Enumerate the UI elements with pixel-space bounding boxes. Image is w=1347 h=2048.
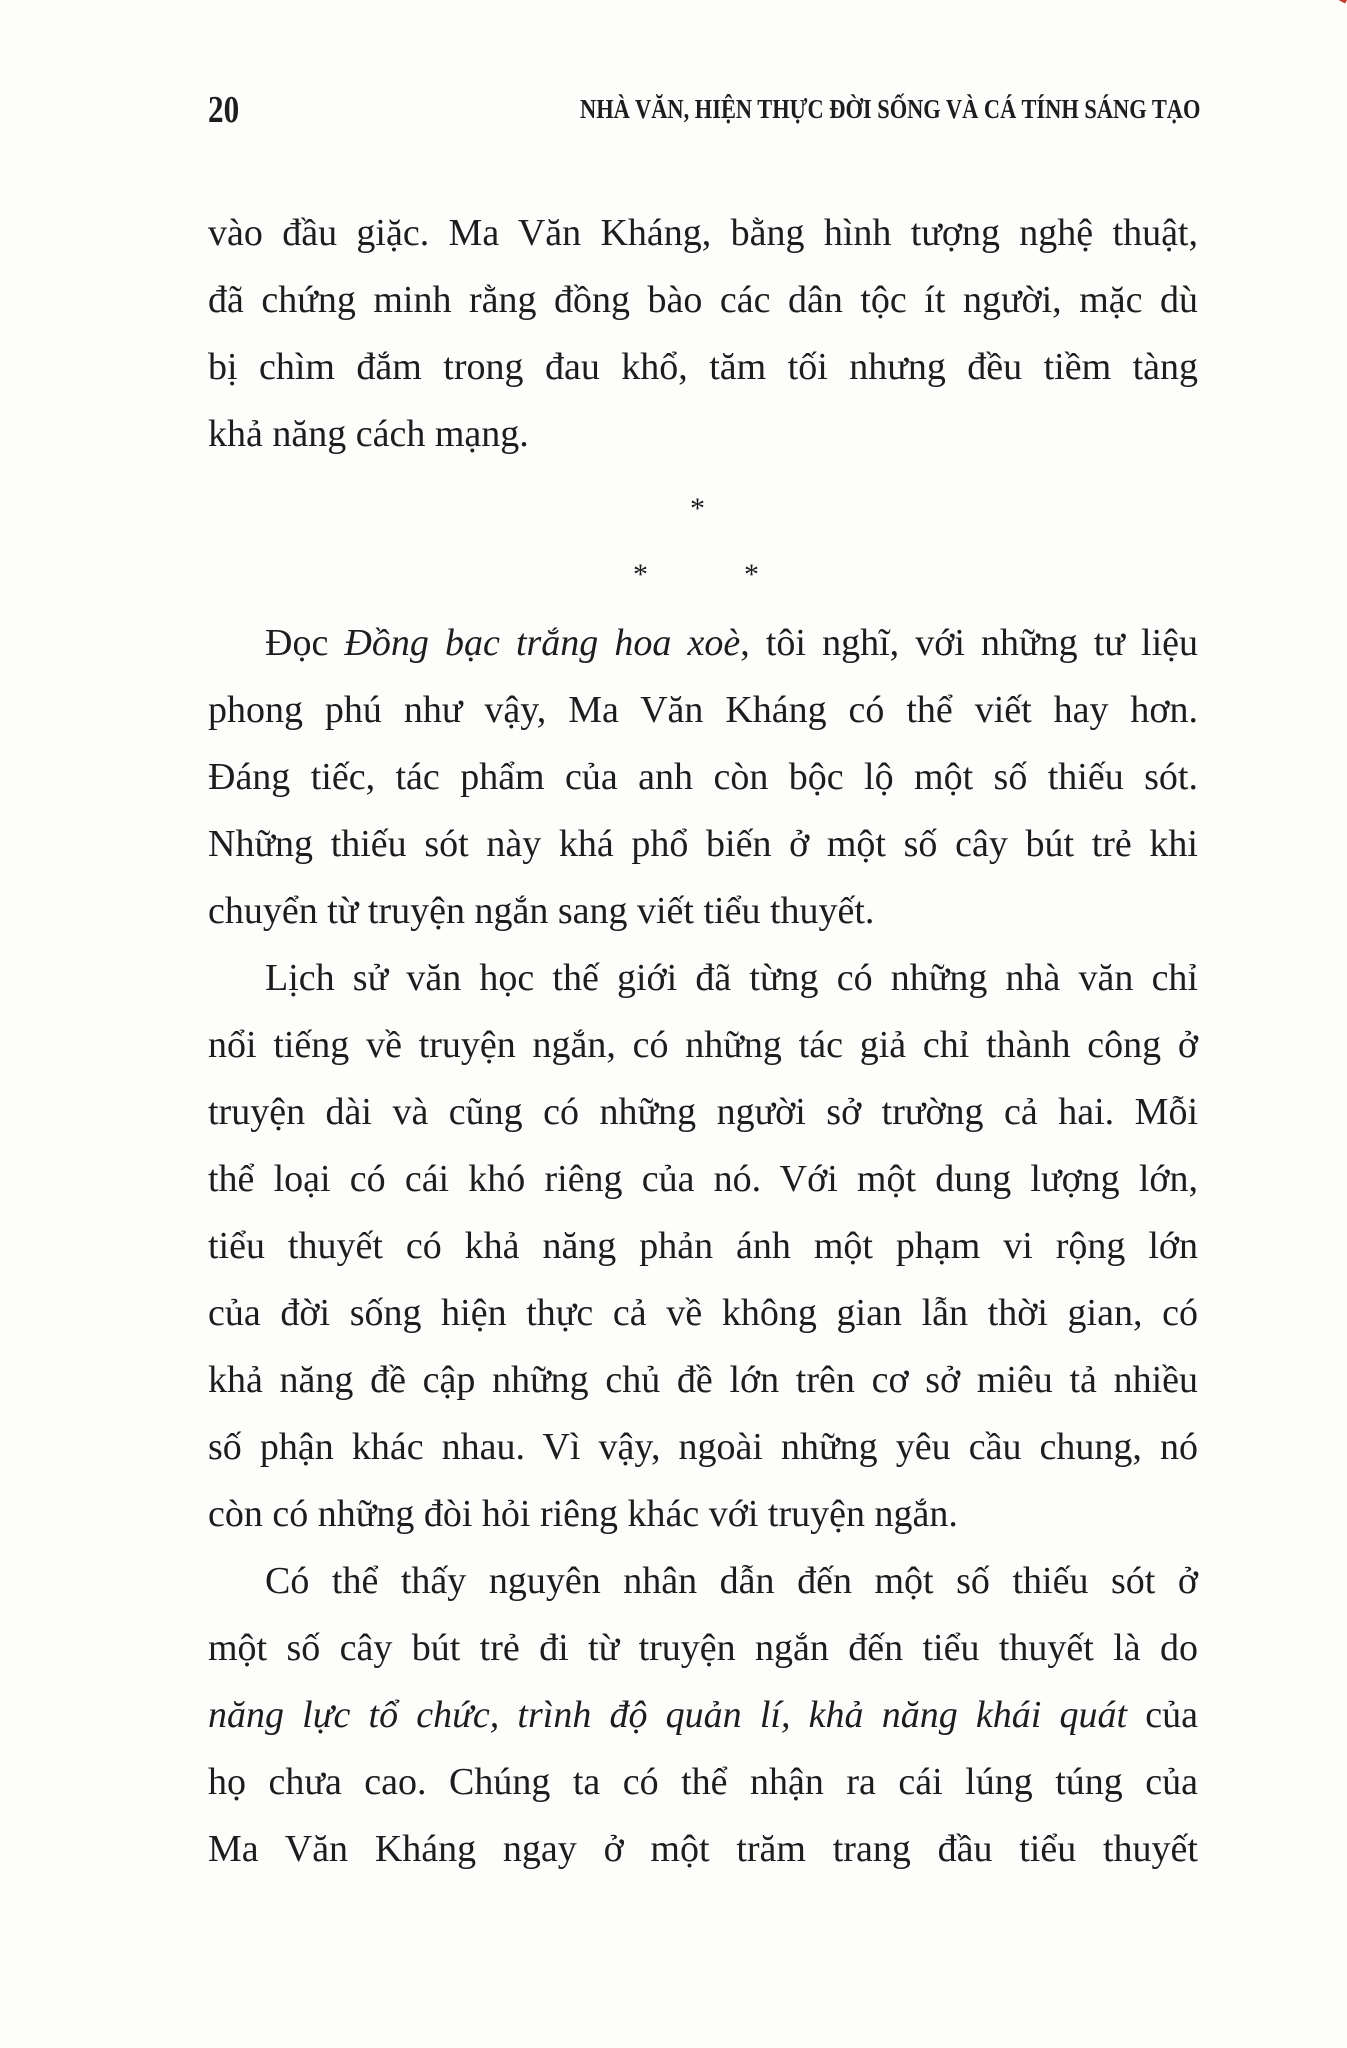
text-line: họ chưa cao. Chúng ta có thể nhận ra cái lúng túng của	[208, 1761, 1198, 1803]
text-line: truyện dài và cũng có những người sở trường cả hai. Mỗi	[208, 1091, 1198, 1133]
text-line: phong phú như vậy, Ma Văn Kháng có thể viết hay hơn.	[208, 689, 1198, 731]
scan-corner-mark	[1326, 0, 1347, 4]
paragraph	[208, 945, 1198, 1548]
text-segment: của	[1127, 1694, 1199, 1736]
emphasis-text: năng lực tổ chức, trình độ quản lí, khả năng khái quát	[208, 1694, 1128, 1736]
text-line: còn có những đòi hỏi riêng khác với truyện ngắn.	[208, 1493, 958, 1535]
text-line: vào đầu giặc. Ma Văn Kháng, bằng hình tượng nghệ thuật,	[208, 212, 1198, 254]
text-line: Ma Văn Kháng ngay ở một trăm trang đầu tiểu thuyết	[208, 1828, 1198, 1870]
text-line: số phận khác nhau. Vì vậy, ngoài những yêu cầu chung, nó	[208, 1426, 1198, 1468]
text-line: Đáng tiếc, tác phẩm của anh còn bộc lộ một số thiếu sót.	[208, 756, 1198, 798]
section-separator-star: *	[633, 558, 648, 591]
page-number: 20	[208, 89, 240, 131]
text-line	[208, 610, 1198, 677]
text-line: Lịch sử văn học thế giới đã từng có những nhà văn chỉ	[265, 957, 1198, 999]
text-line: Những thiếu sót này khá phổ biến ở một số cây bút trẻ khi	[208, 823, 1198, 865]
main-text	[208, 610, 1198, 1883]
text-line: bị chìm đắm trong đau khổ, tăm tối nhưng đều tiềm tàng	[208, 346, 1198, 388]
text-segment: , tôi nghĩ, với những tư liệu	[740, 622, 1198, 664]
text-line: thể loại có cái khó riêng của nó. Với một dung lượng lớn,	[208, 1158, 1198, 1200]
running-title: NHÀ VĂN, HIỆN THỰC ĐỜI SỐNG VÀ CÁ TÍNH SÁNG TẠO	[579, 94, 1200, 124]
paragraph	[208, 1548, 1198, 1883]
text-line: nổi tiếng về truyện ngắn, có những tác giả chỉ thành công ở	[208, 1024, 1198, 1066]
running-header	[208, 88, 1200, 138]
text-line: của đời sống hiện thực cả về không gian lẫn thời gian, có	[208, 1292, 1198, 1334]
paragraph	[208, 610, 1198, 945]
text-line: tiểu thuyết có khả năng phản ánh một phạm vi rộng lớn	[208, 1225, 1198, 1267]
section-separator-star: *	[744, 558, 759, 591]
paragraph-continued	[208, 200, 1198, 468]
text-line: Có thể thấy nguyên nhân dẫn đến một số thiếu sót ở	[265, 1560, 1198, 1602]
text-line: khả năng đề cập những chủ đề lớn trên cơ sở miêu tả nhiều	[208, 1359, 1198, 1401]
text-line: một số cây bút trẻ đi từ truyện ngắn đến tiểu thuyết là do	[208, 1627, 1198, 1669]
text-segment: Đọc	[265, 622, 345, 664]
text-line: chuyển từ truyện ngắn sang viết tiểu thuyết.	[208, 890, 875, 932]
text-line: đã chứng minh rằng đồng bào các dân tộc ít người, mặc dù	[208, 279, 1198, 321]
book-title: Đồng bạc trắng hoa xoè	[344, 622, 741, 664]
text-line: khả năng cách mạng.	[208, 413, 529, 455]
text-line	[208, 1682, 1198, 1749]
section-separator-star: *	[690, 492, 705, 525]
